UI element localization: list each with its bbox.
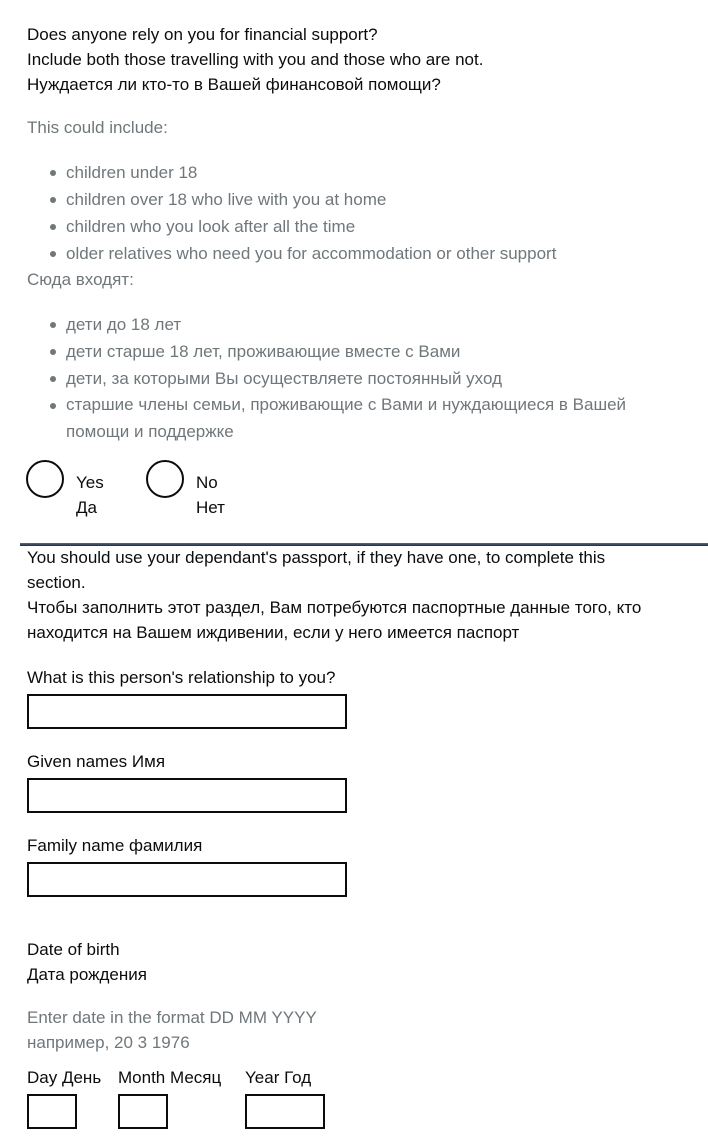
dob-hint-ru: например, 20 3 1976 (27, 1033, 190, 1052)
yes-label-en[interactable]: Yes (76, 473, 104, 492)
list-item-continuation: помощи и поддержке (66, 422, 234, 441)
dob-year-input[interactable] (245, 1094, 325, 1129)
family-name-label (27, 833, 202, 858)
relationship-input[interactable] (27, 694, 347, 729)
list-item: дети до 18 лет (48, 311, 626, 338)
could-include-list-ru (48, 311, 626, 417)
year-label-en: Year (245, 1068, 280, 1087)
intro-ru-line1: Чтобы заполнить этот раздел, Вам потребуются паспортные данные того, кто (27, 598, 642, 617)
list-item: дети старше 18 лет, проживающие вместе с Вами (48, 338, 626, 365)
day-label-en: Day (27, 1068, 58, 1087)
family-name-input[interactable] (27, 862, 347, 897)
intro-en-line1: You should use your dependant's passport, if they have one, to complete this (27, 548, 606, 567)
intro-ru-line2: находится на Вашем иждивении, если у него имеется паспорт (27, 623, 520, 642)
could-include-ru: Сюда входят: (27, 270, 134, 289)
given-names-label (27, 749, 165, 774)
could-include-list-en (48, 159, 556, 267)
question-heading-ru: Нуждается ли кто-то в Вашей финансовой помощи? (27, 75, 441, 94)
no-radio[interactable] (146, 460, 184, 498)
dob-label-en: Date of birth (27, 940, 120, 959)
day-label (27, 1065, 101, 1090)
relationship-label: What is this person's relationship to you? (27, 668, 336, 687)
given-names-input[interactable] (27, 778, 347, 813)
dob-day-input[interactable] (27, 1094, 77, 1129)
intro-en-line2: section. (27, 573, 86, 592)
yes-label-ru[interactable]: Да (76, 498, 97, 517)
day-label-ru: День (61, 1068, 102, 1087)
family-name-label-en: Family name (27, 836, 125, 855)
month-label-en: Month (118, 1068, 166, 1087)
family-name-label-ru: фамилия (129, 836, 203, 855)
list-item: дети, за которыми Вы осуществляете постоянный уход (48, 365, 626, 392)
year-label (245, 1065, 311, 1090)
question-hint-en: Include both those travelling with you and those who are not. (27, 50, 484, 69)
no-label-en[interactable]: No (196, 473, 218, 492)
no-label-ru[interactable]: Нет (196, 498, 225, 517)
dob-hint-en: Enter date in the format DD MM YYYY (27, 1008, 317, 1027)
list-item: children over 18 who live with you at home (48, 186, 556, 213)
month-label (118, 1065, 221, 1090)
list-item: старшие члены семьи, проживающие с Вами и нуждающиеся в Вашей (48, 392, 626, 417)
dob-label-ru: Дата рождения (27, 965, 147, 984)
given-names-label-en: Given names (27, 752, 128, 771)
dob-month-input[interactable] (118, 1094, 168, 1129)
could-include-en: This could include: (27, 118, 168, 137)
month-label-ru: Месяц (169, 1068, 222, 1087)
year-label-ru: Год (284, 1068, 312, 1087)
list-item: children under 18 (48, 159, 556, 186)
given-names-label-ru: Имя (131, 752, 166, 771)
list-item: older relatives who need you for accommodation or other support (48, 240, 556, 267)
yes-radio[interactable] (26, 460, 64, 498)
list-item: children who you look after all the time (48, 213, 556, 240)
question-heading-en: Does anyone rely on you for financial support? (27, 25, 378, 44)
